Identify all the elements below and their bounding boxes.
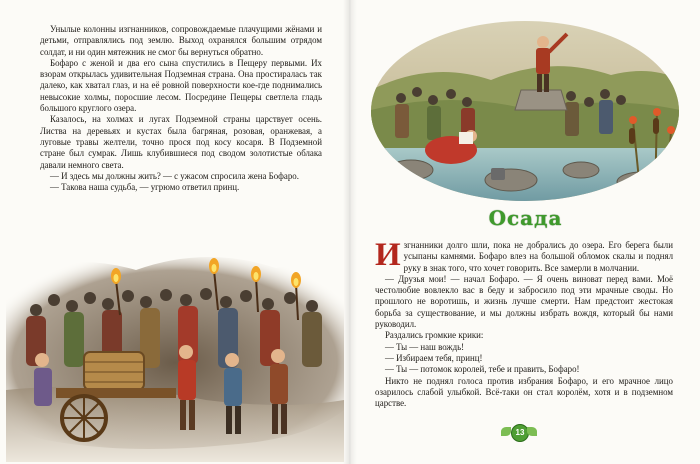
- right-page-text: [375, 237, 673, 409]
- left-paragraph-2: Бофаро с женой и два его сына спустились в Пещеру первыми. Их взорам открылась удивительная Подземная страна. Она простиралась так далеко, как хватал глаз, и на её ровной поверхности кое-где поднимались невысокие холмы, поросшие лесом. Посредине Пещеры светлела гладь большого круглого озера.: [40, 57, 322, 114]
- right-paragraph-1: [375, 237, 673, 274]
- procession-illustration-art: [6, 240, 344, 462]
- left-paragraph-5: — Такова наша судьба, — угрюмо ответил принц.: [50, 182, 240, 193]
- drop-cap: И: [375, 237, 401, 273]
- right-paragraph-5: — Избираем тебя, принц!: [385, 352, 483, 363]
- right-paragraph-1-text: згнанники долго шли, пока не добрались до озера. Его берега были усыпаны камнями. Бофаро влез на большой обломок скалы и поднял руку в знак того, что хочет говорить. Все замерли в молчании.: [403, 240, 673, 273]
- book-gutter: [343, 0, 357, 464]
- right-paragraph-2: — Друзья мои! — начал Бофаро. — Я очень виноват перед вами. Моё честолюбие вовлекло вас в беду и забросило под эти мрачные своды. Но прошлого не воротишь, и жизнь лучше смерти. Нам предстоит жестокая борьба за существование, и мы должны избрать вождя, который бы нами руководил.: [375, 273, 673, 330]
- left-page-text: [40, 24, 322, 193]
- lake-illustration: [371, 20, 680, 202]
- left-paragraph-3: Казалось, на холмах и лугах Подземной страны царствует осень. Листва на деревьях и кустах была багряная, розовая, оранжевая, а луговые травы желтели, точно прося под косу косаря. В Подземной стране был сумрак. Лишь клубившиеся под сводом золотистые облака давали немного света.: [40, 114, 322, 170]
- right-paragraph-6: — Ты — потомок королей, тебе и править, Бофаро!: [385, 364, 580, 375]
- right-paragraph-4: — Ты — наш вождь!: [385, 341, 465, 352]
- left-paragraph-4: — И здесь мы должны жить? — с ужасом спросила жена Бофаро.: [50, 170, 299, 181]
- right-paragraph-7: Никто не поднял голоса против избрания Бофаро, и его мрачное лицо озарилось слабой улыбкой. Всё-таки он стал королём, хотя и в подземном царстве.: [375, 375, 673, 409]
- left-leaf-icon: [501, 427, 511, 436]
- page-number-badge: [505, 423, 533, 441]
- chapter-title: Осада: [488, 206, 563, 230]
- right-leaf-icon: [527, 427, 537, 436]
- right-paragraph-3: Раздались громкие крики:: [385, 330, 484, 341]
- lake-illustration-art: [371, 20, 680, 202]
- page-number: 13: [511, 424, 529, 442]
- left-paragraph-1: Унылые колонны изгнанников, сопровождаемые плачущими жёнами и детьми, отправлялись под землю. Выход охранялся большим отрядом солдат, и ни один мятежник не смог бы вернуться обратно.: [40, 24, 322, 57]
- procession-illustration: [6, 240, 344, 462]
